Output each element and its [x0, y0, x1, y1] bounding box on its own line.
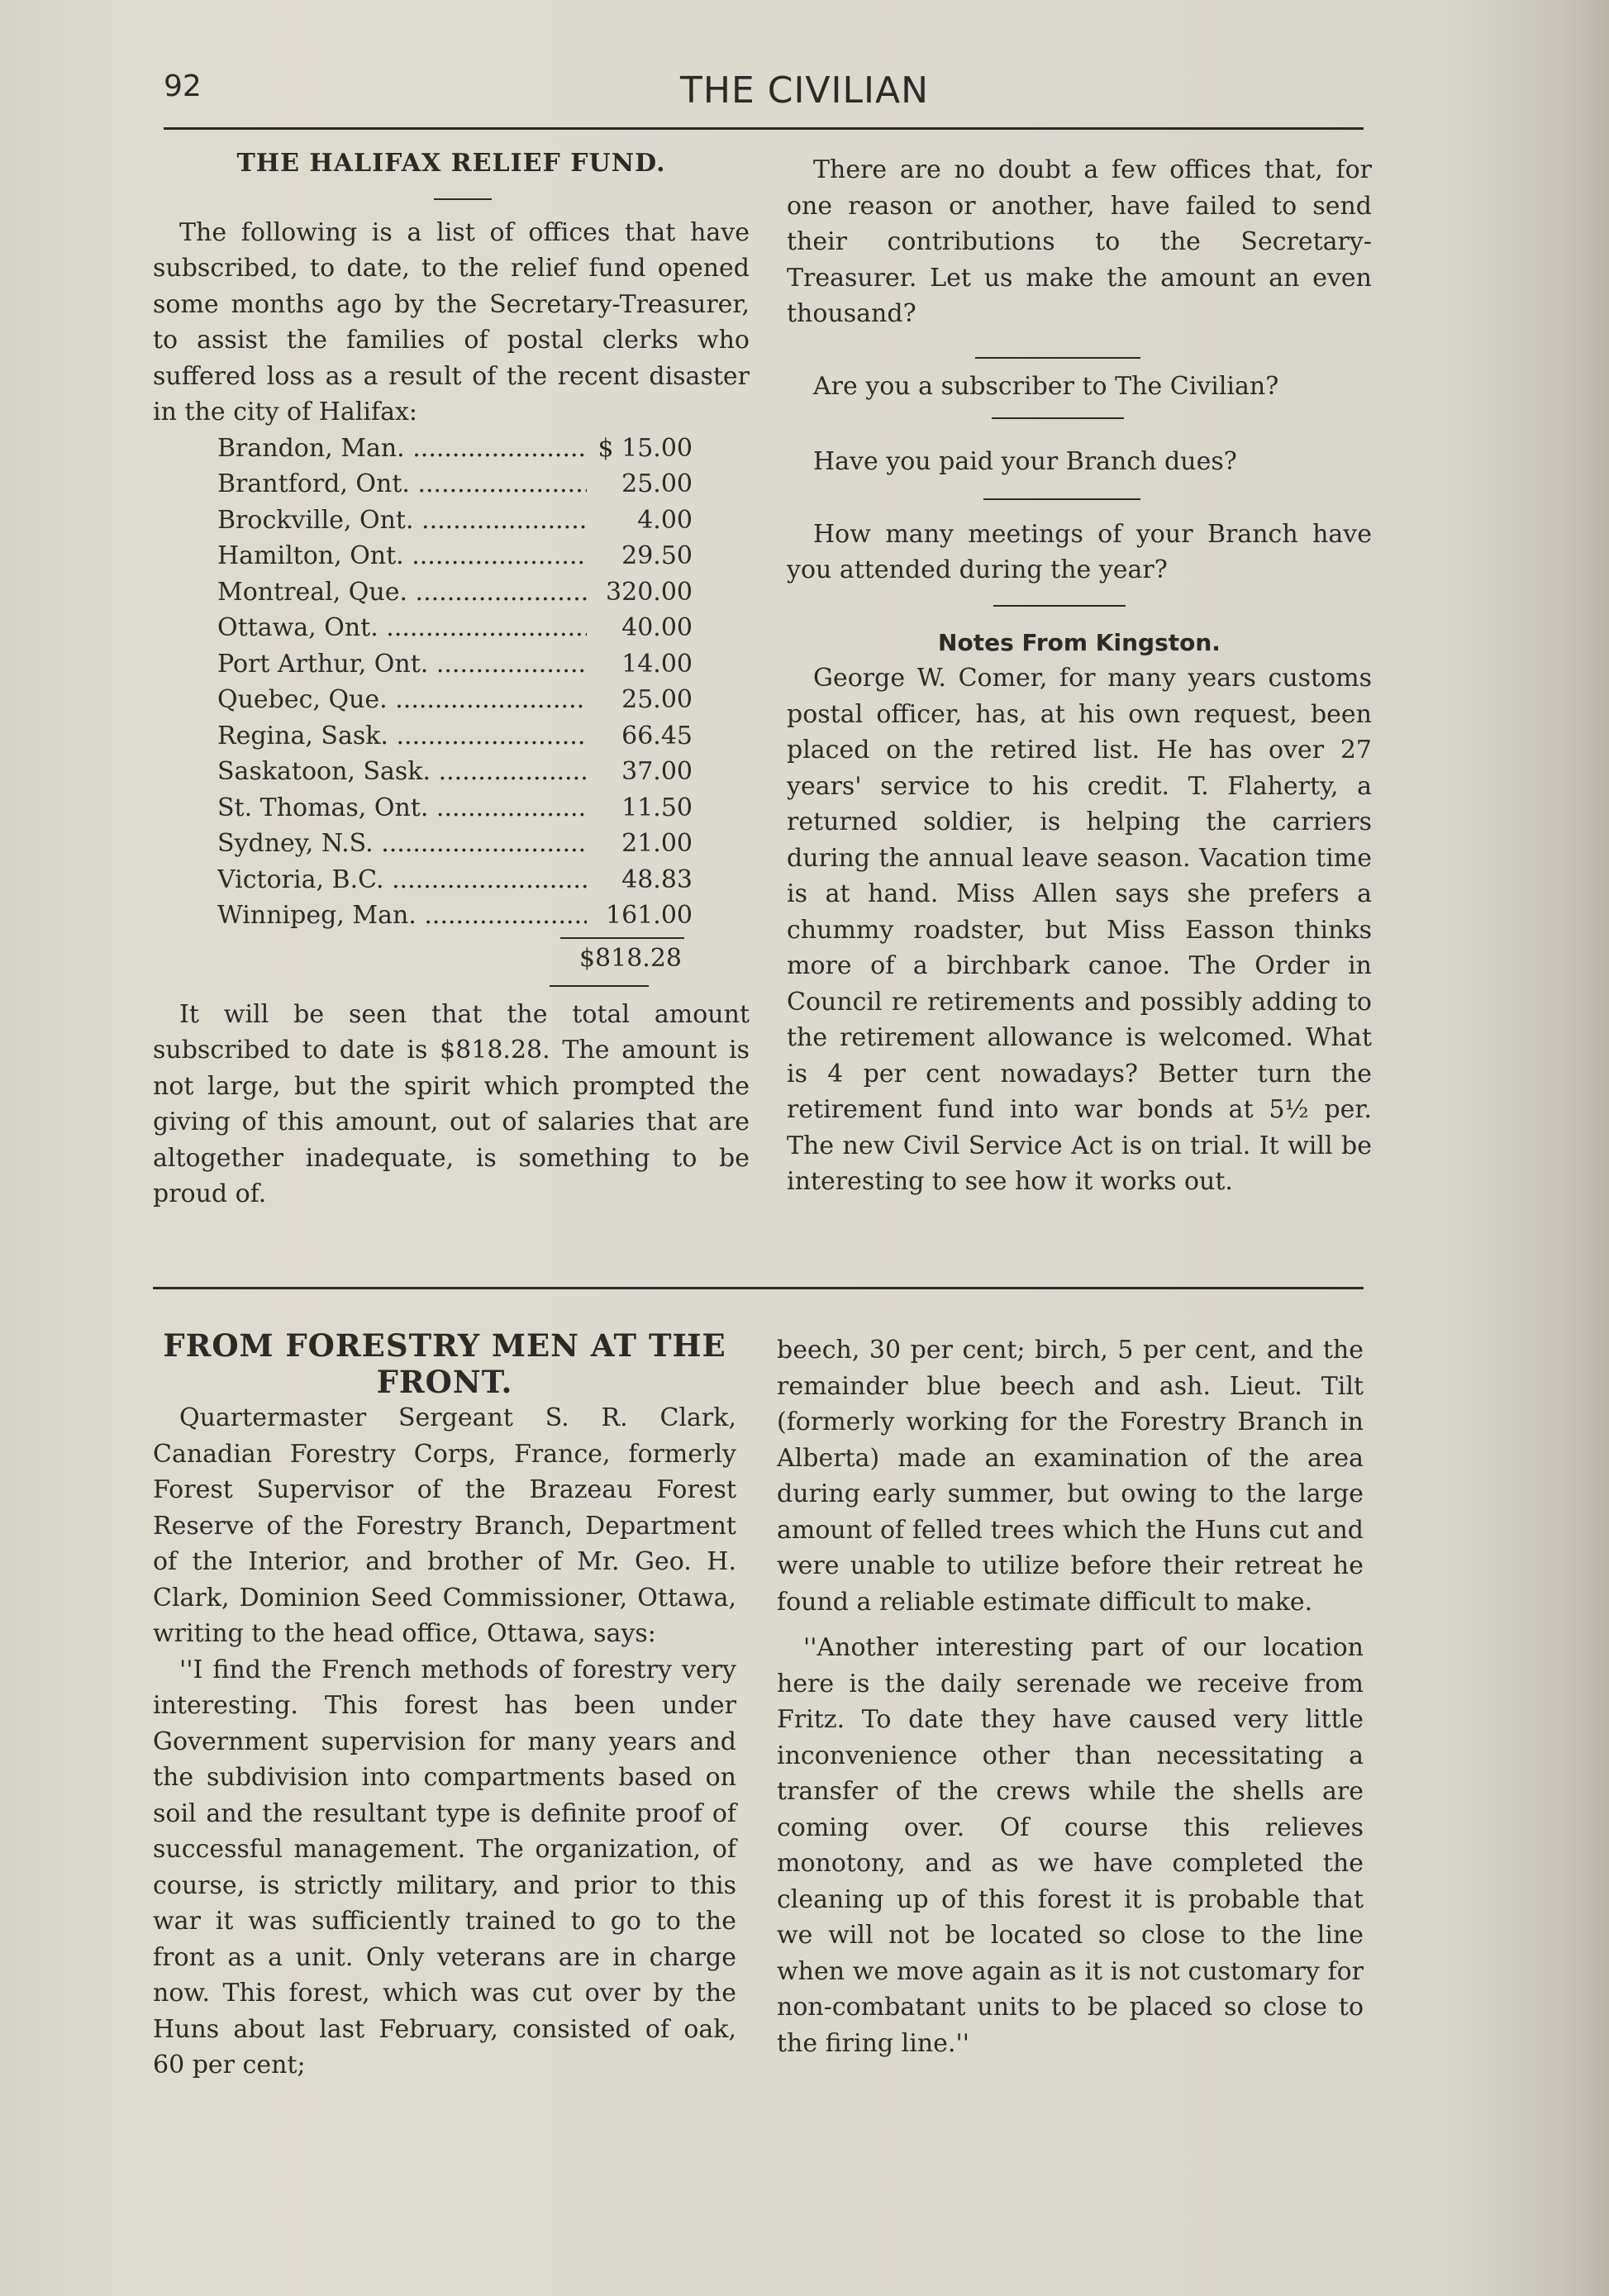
total-separator-rule [550, 985, 649, 987]
subscription-row [153, 682, 693, 718]
subscription-row [153, 431, 693, 467]
subscription-amount: 21.00 [621, 829, 693, 858]
subscription-place: St. Thomas, Ont. ..... [217, 790, 587, 826]
forestry-letter-part2: beech, 30 per cent; birch, 5 per cent, and the remainder blue beech and ash. Lieut. Tilt (formerly working for the Forestry Branch in Alberta) made an examination of the area during early summer, but owing to the large amount of felled trees which the Huns cut and were unable to utilize before their retreat he found a reliable estimate difficult to make. [777, 1336, 1364, 1617]
masthead-rule [164, 127, 1364, 130]
halifax-article [153, 145, 750, 1212]
total-amount: $818.28 [578, 943, 682, 973]
subscription-amount: 25.00 [621, 685, 693, 714]
forestry-heading-line2: FRONT. [376, 1364, 513, 1400]
subscription-amount: 25.00 [621, 469, 693, 498]
total-rule [560, 937, 684, 939]
forestry-heading-line1: FROM FORESTRY MEN AT THE [163, 1327, 726, 1364]
separator-rule-4 [993, 605, 1126, 607]
subscription-row [153, 574, 693, 611]
subscription-place: Hamilton, Ont. ..... [217, 538, 587, 574]
separator-rule-1 [975, 357, 1140, 359]
halifax-heading: THE HALIFAX RELIEF FUND. [236, 149, 666, 178]
offices-paragraph: There are no doubt a few offices that, for one reason or another, have failed to send their contributions to the Secretary-Treasurer. Let us make the amount an even thousand? [787, 155, 1372, 328]
subscription-row [153, 538, 693, 574]
subscription-row [153, 898, 693, 934]
subscription-list [153, 431, 750, 934]
subscription-place: Brockville, Ont. ..... [217, 503, 587, 539]
subscription-place: Sydney, N.S. ..... [217, 826, 587, 862]
separator-rule-3 [983, 498, 1140, 500]
subscription-place: Brantford, Ont. ..... [217, 466, 587, 503]
kingston-heading: Notes From Kingston. [938, 628, 1221, 656]
subscription-place: Saskatoon, Sask. ..... [217, 754, 587, 790]
subscription-place: Regina, Sask. ..... [217, 718, 587, 755]
halifax-closing: It will be seen that the total amount subscribed to date is $818.28. The amount is not large, but the spirit which prompted the giving of this amount, out of salaries that are altogether inadequate, is something to be proud of. [153, 999, 750, 1208]
subscriber-question: Are you a subscriber to The Civilian? [813, 371, 1279, 401]
subscription-amount: 14.00 [621, 649, 693, 679]
subscription-amount: 4.00 [637, 505, 693, 535]
subscription-row [153, 862, 693, 898]
subscription-place: Port Arthur, Ont. ..... [217, 646, 587, 683]
forestry-heading [153, 1327, 736, 1400]
subscription-row [153, 754, 693, 790]
subscription-row [153, 503, 693, 539]
subscription-place: Victoria, B.C. ..... [217, 862, 587, 898]
subscription-place: Winnipeg, Man. ..... [217, 898, 587, 934]
subscription-amount: 37.00 [621, 757, 693, 786]
subscription-place: Brandon, Man. ..... [217, 431, 587, 467]
subscription-row [153, 610, 693, 646]
subscription-row [153, 466, 693, 503]
separator-rule-2 [992, 417, 1124, 419]
subscription-amount: 161.00 [606, 901, 693, 930]
forestry-letter-part3: ''Another interesting part of our location here is the daily serenade we receive from Fritz. To date they have caused very little inconvenience other than necessitating a transfer of the crews while the shells are coming over. Of course this relieves monotony, and as we have completed the cleaning up of this forest it is probable that we will not be located so close to the line when we move again as it is not customary for non-combatant units to be placed so close to the firing line.'' [777, 1633, 1364, 2058]
dues-question: Have you paid your Branch dues? [813, 447, 1237, 476]
subscription-amount: 29.50 [621, 541, 693, 570]
subscription-place: Quebec, Que. ..... [217, 682, 587, 718]
subscription-amount: 320.00 [606, 577, 693, 607]
section-divider-rule [153, 1287, 1364, 1289]
forestry-article-right [777, 1332, 1364, 2061]
forestry-intro: Quartermaster Sergeant S. R. Clark, Canadian Forestry Corps, France, formerly Forest Supervisor of the Brazeau Forest Reserve of the Forestry Branch, Department of the Interior, and brother of Mr. Geo. H. Clark, Dominion Seed Commissioner, Ottawa, writing to the head office, Ottawa, says: [153, 1403, 736, 1648]
subscription-row [153, 790, 693, 826]
subscription-row [153, 646, 693, 683]
subscription-row [153, 826, 693, 862]
halifax-intro: The following is a list of offices that have subscribed, to date, to the relief fund opened some months ago by the Secretary-Treasurer, to assist the families of postal clerks who suffered loss as a result of the recent disaster in the city of Halifax: [153, 217, 750, 426]
subscription-place: Montreal, Que. ..... [217, 574, 587, 611]
masthead-title: THE CIVILIAN [679, 69, 930, 112]
subscription-amount: 48.83 [621, 865, 693, 894]
total-block [153, 934, 750, 977]
subscription-amount: $ 15.00 [597, 433, 693, 463]
meetings-question: How many meetings of your Branch have you attended during the year? [787, 519, 1372, 584]
forestry-article-left [153, 1327, 736, 2084]
forestry-letter-part1: ''I find the French methods of forestry very interesting. This forest has been under Government supervision for many years and the subdivision into compartments based on soil and the resultant type is definite proof of successful management. The organization, of course, is strictly military, and prior to this war it was sufficiently trained to go to the front as a unit. Only veterans are in charge now. This forest, which was cut over by the Huns about last February, consisted of oak, 60 per cent; [153, 1655, 736, 2079]
page-number: 92 [164, 69, 202, 103]
subscription-amount: 11.50 [621, 793, 693, 822]
subscription-row [153, 718, 693, 755]
subscription-place: Ottawa, Ont. ..... [217, 610, 587, 646]
kingston-notes: George W. Comer, for many years customs postal officer, has, at his own request, been placed on the retired list. He has over 27 years' service to his credit. T. Flaherty, a returned soldier, is helping the carriers during the annual leave season. Vacation time is at hand. Miss Allen says she prefers a chummy roadster, but Miss Easson thinks more of a birchbark canoe. The Order in Council re retirements and possibly adding to the retirement allowance is welcomed. What is 4 per cent nowadays? Better turn the retirement fund into war bonds at 5½ per. The new Civil Service Act is on trial. It will be interesting to see how it works out. [787, 664, 1372, 1196]
halifax-heading-rule [434, 198, 492, 200]
right-top-column [787, 152, 1372, 1200]
subscription-amount: 40.00 [621, 613, 693, 642]
subscription-amount: 66.45 [621, 721, 693, 750]
